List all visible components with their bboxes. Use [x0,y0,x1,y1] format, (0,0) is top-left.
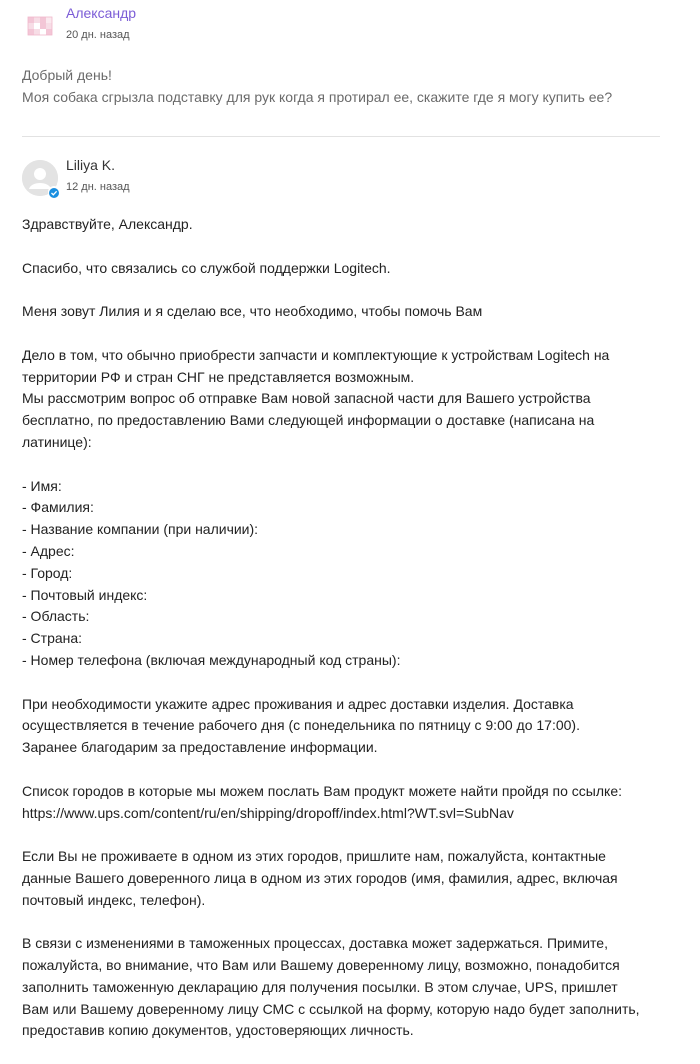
field-item: - Номер телефона (включая международный код страны): [22,651,401,668]
user-message-body [22,64,672,108]
reply-line: Дело в том, что обычно приобрести запчасти и комплектующие к устройствам Logitech на [22,346,610,363]
reply-line: территории РФ и стран СНГ не представляется возможным. [22,368,415,385]
reply-line: В связи с изменениями в таможенных процессах, доставка может задержаться. Примите, [22,935,608,952]
field-item: - Адрес: [22,542,75,559]
field-item: - Название компании (при наличии): [22,521,259,538]
reply-line: Вам или Вашему доверенному лицу СМС с ссылкой на форму, которую надо будет заполнить, [22,1000,640,1017]
reply-greeting: Здравствуйте, Александр. [22,216,193,232]
reply-paragraph [22,781,662,825]
user-message-time: 20 дн. назад [66,29,130,41]
reply-line: почтовый индекс, телефон). [22,891,206,908]
reply-line: латинице): [22,433,92,450]
user-message-line: Добрый день! [22,67,112,83]
reply-paragraph [22,345,662,454]
reply-line: бесплатно, по предоставлению Вами следующей информации о доставке (написана на [22,412,595,429]
reply-line: Мы рассмотрим вопрос об отправке Вам новой запасной части для Вашего устройства [22,390,591,407]
user-avatar[interactable] [22,8,58,44]
ups-link[interactable]: https://www.ups.com/content/ru/en/shipping/dropoff/index.html?WT.svl=SubNav [22,804,514,821]
reply-line: данные Вашего доверенного лица в одном из этих городов (имя, фамилия, адрес, включая [22,869,618,886]
reply-line: При необходимости укажите адрес проживания и адрес доставки изделия. Доставка [22,695,574,712]
pixel-avatar-icon [22,8,58,44]
reply-line: заполнить таможенную декларацию для получения посылки. В этом случае, UPS, пришлет [22,978,618,995]
reply-line: пожалуйста, во внимание, что Вам или Вашему доверенному лицу, возможно, понадобится [22,957,620,974]
agent-message-time: 12 дн. назад [66,181,130,193]
agent-avatar[interactable] [22,160,58,196]
field-item: - Область: [22,608,90,625]
reply-paragraph [22,846,662,911]
field-item: - Фамилия: [22,499,94,516]
reply-line: Заранее благодарим за предоставление информации. [22,739,378,756]
reply-intro: Меня зовут Лилия и я сделаю все, что необходимо, чтобы помочь Вам [22,303,483,320]
field-item: - Почтовый индекс: [22,586,148,603]
reply-thanks: Спасибо, что связались со службой поддержки Logitech. [22,259,391,276]
reply-line: предоставив копию документов, удостоверяющих личность. [22,1022,414,1039]
user-author-name[interactable]: Александр [66,5,137,21]
message-divider [22,136,660,137]
verified-badge-icon [48,186,60,198]
field-item: - Имя: [22,477,62,494]
agent-author-name[interactable]: Liliya K. [66,157,116,173]
reply-line: Список городов в которые мы можем послать Вам продукт можете найти пройдя по ссылке: [22,782,622,799]
user-message-line: Моя собака сгрызла подставку для рук когда я протирал ее, скажите где я могу купить ее? [22,89,613,105]
reply-field-list [22,476,662,672]
reply-line: осуществляется в течение рабочего дня (с понедельника по пятницу с 9:00 до 17:00). [22,717,580,734]
reply-paragraph [22,694,662,759]
reply-paragraph [22,933,662,1042]
field-item: - Страна: [22,630,83,647]
reply-line: Если Вы не проживаете в одном из этих городов, пришлите нам, пожалуйста, контактные [22,848,606,865]
agent-reply-body [22,214,662,1064]
field-item: - Город: [22,564,73,581]
